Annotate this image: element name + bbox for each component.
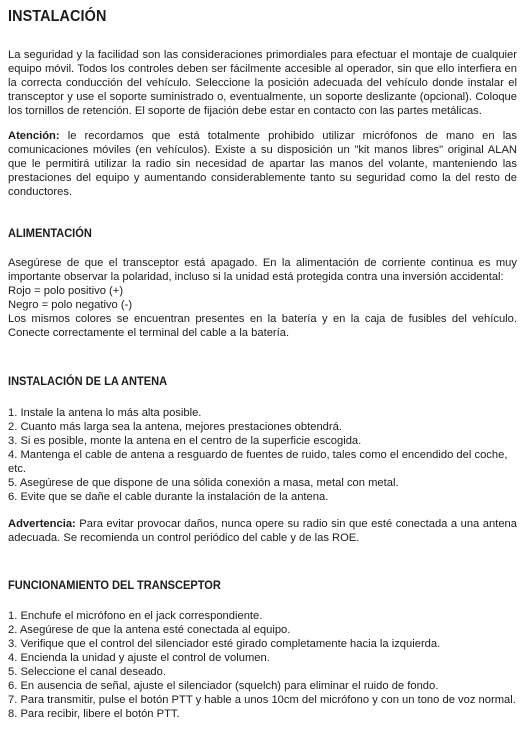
attention-paragraph <box>8 129 517 199</box>
list-item: 3. Verifique que el control del silenciador esté girado completamente hacia la izquierda. <box>8 638 441 650</box>
list-item: 5. Asegúrese de que dispone de una sólida conexión a masa, metal con metal. <box>8 477 399 489</box>
attention-text: le recordamos que está totalmente prohibido utilizar micrófonos de mano en las comunicaciones móviles (en vehículos). Existe a su disposición un "kit manos libres" original ALAN que le permitirá utilizar la radio sin necesidad de apartar las manos del volante, manteniendo las prestaciones del equipo y aumentando considerablemente tanto su seguridad como la del resto de conductores. <box>8 130 517 198</box>
list-item: 2. Asegúrese de que la antena esté conectada al equipo. <box>8 624 291 636</box>
polarity-red: Rojo = polo positivo (+) <box>8 285 124 297</box>
attention-label: Atención: <box>8 130 60 142</box>
list-item: 4. Mantenga el cable de antena a resguardo de fuentes de ruido, tales como el encendido del coche, etc. <box>8 449 508 475</box>
warning-label: Advertencia: <box>8 518 76 530</box>
power-heading: ALIMENTACIÓN <box>8 226 92 240</box>
power-section <box>8 256 517 340</box>
antenna-list <box>8 406 517 504</box>
list-item: 2. Cuanto más larga sea la antena, mejores prestaciones obtendrá. <box>8 421 342 433</box>
antenna-heading: INSTALACIÓN DE LA ANTENA <box>8 374 168 388</box>
list-item: 4. Encienda la unidad y ajuste el control de volumen. <box>8 652 270 664</box>
page-title: INSTALACIÓN <box>8 8 107 25</box>
list-item: 1. Instale la antena lo más alta posible. <box>8 407 202 419</box>
list-item: 8. Para recibir, libere el botón PTT. <box>8 708 180 720</box>
list-item: 7. Para transmitir, pulse el botón PTT y hable a unos 10cm del micrófono y con un tono de voz normal. <box>8 694 516 706</box>
list-item: 6. Evite que se dañe el cable durante la instalación de la antena. <box>8 491 329 503</box>
list-item: 5. Seleccione el canal deseado. <box>8 666 166 678</box>
operation-heading: FUNCIONAMIENTO DEL TRANSCEPTOR <box>8 578 221 592</box>
polarity-black: Negro = polo negativo (-) <box>8 299 133 311</box>
installation-paragraph: La seguridad y la facilidad son las consideraciones primordiales para efectuar el montaje de cualquier equipo móvil. Todos los controles deben ser fácilmente accesible al operador, sin que ello interfiera en la correcta conducción del vehículo. Seleccione la posición adecuada del vehículo donde instalar el transceptor y use el soporte suministrado o, eventualmente, un soporte deslizante (opcional). Coloque los tornillos de retención. El soporte de fijación debe estar en contacto con las partes metálicas. <box>8 49 517 117</box>
operation-list <box>8 609 517 721</box>
power-paragraph-2: Los mismos colores se encuentran presentes en la batería y en la caja de fusibles del vehículo. Conecte correctamente el terminal del cable a la batería. <box>8 313 517 339</box>
warning-text: Para evitar provocar daños, nunca opere su radio sin que esté conectada a una antena adecuada. Se recomienda un control periódico del cable y de las ROE. <box>8 518 517 544</box>
list-item: 1. Enchufe el micrófono en el jack correspondiente. <box>8 610 263 622</box>
list-item: 3. Si es posible, monte la antena en el centro de la superficie escogida. <box>8 435 362 447</box>
power-paragraph: Asegúrese de que el transceptor está apagado. En la alimentación de corriente continua es muy importante observar la polaridad, incluso si la unidad está protegida contra una inversión accidental: <box>8 257 517 283</box>
document-page <box>8 0 517 721</box>
warning-paragraph <box>8 517 517 545</box>
list-item: 6. En ausencia de señal, ajuste el silenciador (squelch) para eliminar el ruido de fondo. <box>8 680 439 692</box>
